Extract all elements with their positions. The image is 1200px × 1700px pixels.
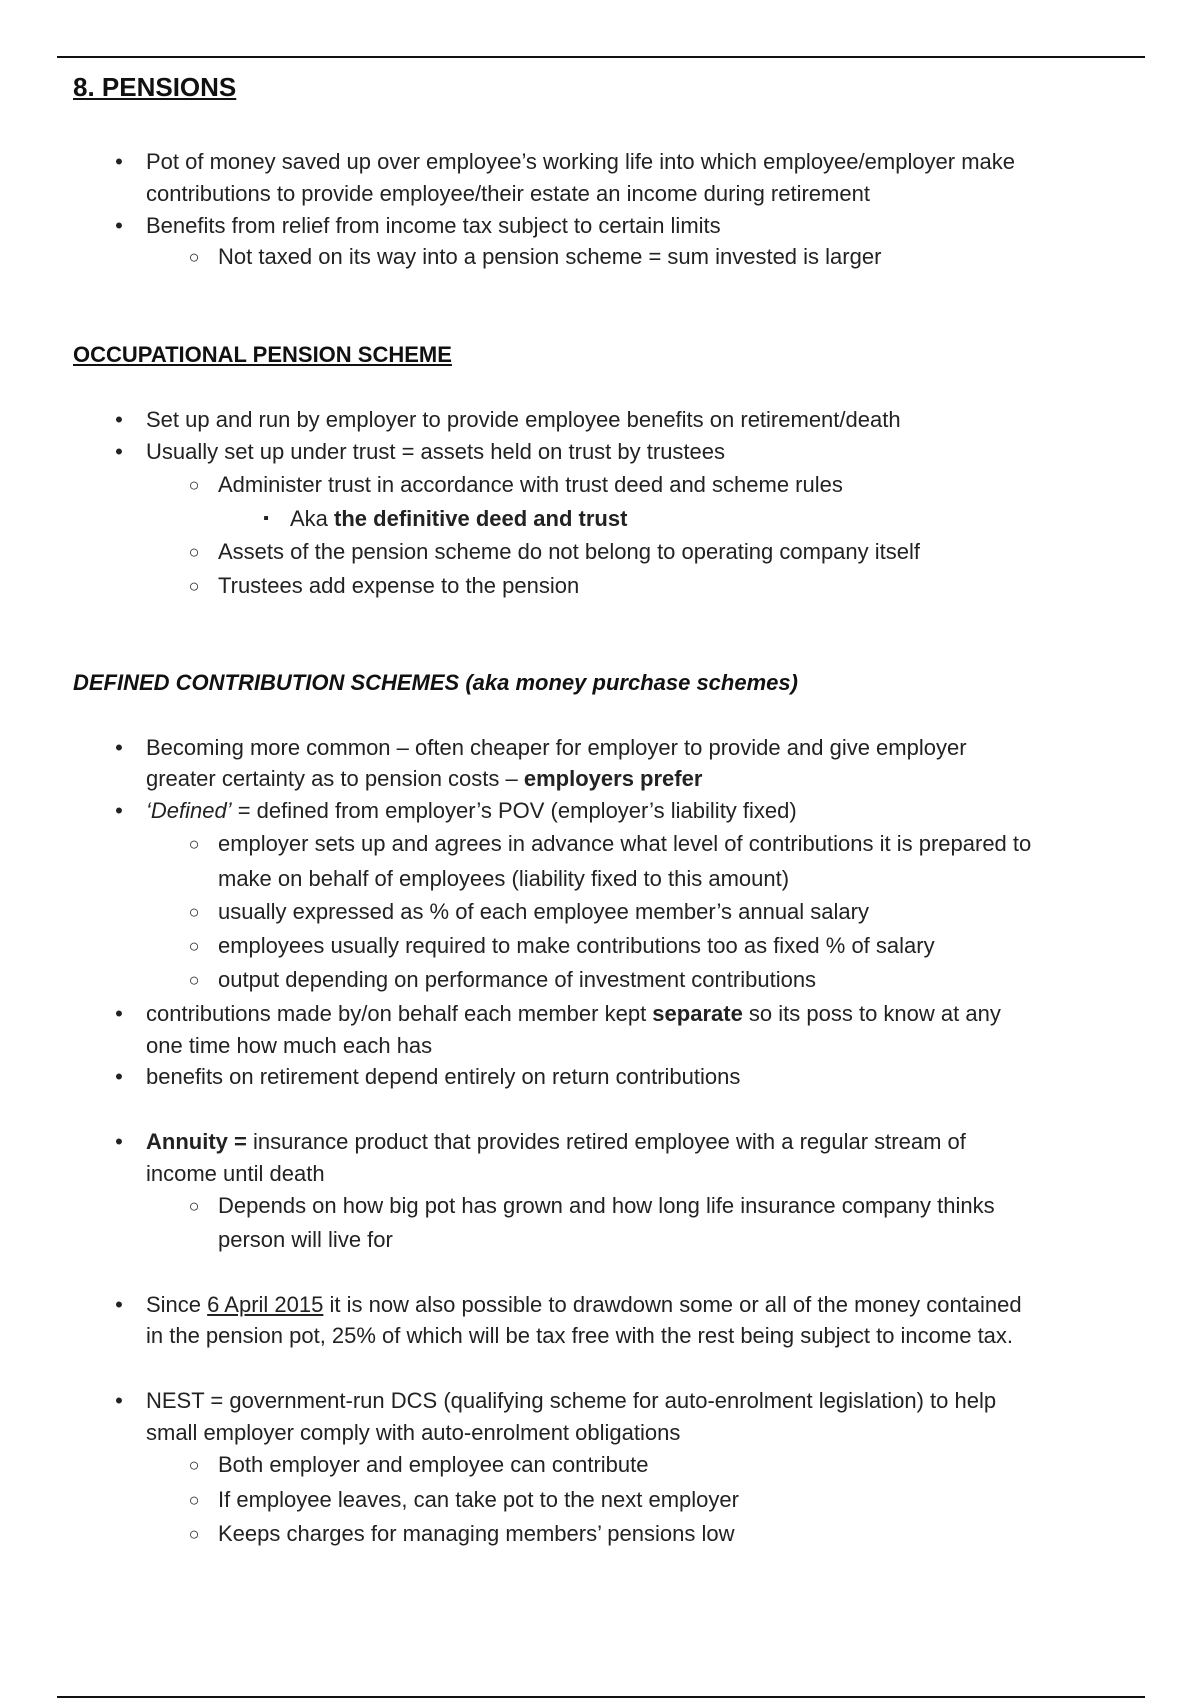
sub-list-item: ○ employees usually required to make contributions too as fixed % of salary xyxy=(188,933,935,958)
sub-list-item: ○ Keeps charges for managing members’ pensions low xyxy=(188,1521,735,1546)
bullet-icon: • xyxy=(115,1001,123,1026)
list-item: • ‘Defined’ = defined from employer’s POV (employer’s liability fixed) xyxy=(146,798,1126,824)
page-title: 8. PENSIONS xyxy=(73,72,237,102)
list-item: • benefits on retirement depend entirely on return contributions xyxy=(146,1064,1126,1090)
square-bullet-icon: ▪ xyxy=(263,510,269,527)
list-item: • Annuity = insurance product that provides retired employee with a regular stream of xyxy=(146,1129,1126,1155)
bullet-icon: • xyxy=(115,1129,123,1154)
bullet-icon: • xyxy=(115,1292,123,1317)
sub-list-item-continuation: person will live for xyxy=(218,1227,393,1252)
bullet-icon: • xyxy=(115,1388,123,1413)
sub-list-item: ○ output depending on performance of investment contributions xyxy=(188,967,817,992)
circle-bullet-icon: ○ xyxy=(188,475,200,495)
bullet-icon: • xyxy=(115,149,123,174)
list-item: • Pot of money saved up over employee’s working life into which employee/employer make xyxy=(146,149,1126,175)
list-item-continuation: income until death xyxy=(146,1161,325,1186)
sub-list-item-continuation: make on behalf of employees (liability fixed to this amount) xyxy=(218,866,790,891)
circle-bullet-icon: ○ xyxy=(188,576,200,596)
sub-list-item: ○ Assets of the pension scheme do not belong to operating company itself xyxy=(188,539,920,564)
circle-bullet-icon: ○ xyxy=(188,936,200,956)
list-item-continuation: greater certainty as to pension costs – employers prefer xyxy=(146,766,703,791)
circle-bullet-icon: ○ xyxy=(188,902,200,922)
bullet-icon: • xyxy=(115,798,123,823)
bottom-rule xyxy=(57,1696,1145,1698)
list-item: • Becoming more common – often cheaper for employer to provide and give employer xyxy=(146,735,1126,761)
sub-list-item: ○ Administer trust in accordance with trust deed and scheme rules xyxy=(188,472,843,497)
sub-list-item: ○ Trustees add expense to the pension xyxy=(188,573,580,598)
circle-bullet-icon: ○ xyxy=(188,542,200,562)
list-item: • contributions made by/on behalf each member kept separate so its poss to know at any xyxy=(146,1001,1126,1027)
circle-bullet-icon: ○ xyxy=(188,1524,200,1544)
sub-list-item: ○ usually expressed as % of each employee member’s annual salary xyxy=(188,899,869,924)
sub-sub-list-item: ▪ Aka the definitive deed and trust xyxy=(290,506,1200,532)
circle-bullet-icon: ○ xyxy=(188,970,200,990)
bullet-icon: • xyxy=(115,439,123,464)
section-heading-defined-contribution: DEFINED CONTRIBUTION SCHEMES (aka money purchase schemes) xyxy=(73,670,798,695)
list-item-continuation: one time how much each has xyxy=(146,1033,433,1058)
section-heading-occupational: OCCUPATIONAL PENSION SCHEME xyxy=(73,342,452,367)
circle-bullet-icon: ○ xyxy=(188,834,200,854)
sub-list-item: ○ Not taxed on its way into a pension scheme = sum invested is larger xyxy=(188,244,882,269)
sub-list-item: ○ Depends on how big pot has grown and how long life insurance company thinks xyxy=(188,1193,995,1218)
circle-bullet-icon: ○ xyxy=(188,247,200,267)
list-item-continuation: in the pension pot, 25% of which will be tax free with the rest being subject to income tax. xyxy=(146,1323,1014,1348)
circle-bullet-icon: ○ xyxy=(188,1490,200,1510)
list-item-continuation: small employer comply with auto-enrolment obligations xyxy=(146,1420,681,1445)
list-item: • Since 6 April 2015 it is now also possible to drawdown some or all of the money contained xyxy=(146,1292,1126,1318)
top-rule xyxy=(57,56,1145,58)
sub-list-item: ○ employer sets up and agrees in advance what level of contributions it is prepared to xyxy=(188,831,1032,856)
list-item: • NEST = government-run DCS (qualifying scheme for auto-enrolment legislation) to help xyxy=(146,1388,1126,1414)
list-item: • Usually set up under trust = assets held on trust by trustees xyxy=(146,439,1126,465)
sub-list-item: ○ Both employer and employee can contribute xyxy=(188,1452,649,1477)
circle-bullet-icon: ○ xyxy=(188,1455,200,1475)
list-item: • Benefits from relief from income tax subject to certain limits xyxy=(146,213,1126,239)
bullet-icon: • xyxy=(115,407,123,432)
bullet-icon: • xyxy=(115,213,123,238)
bullet-icon: • xyxy=(115,1064,123,1089)
list-item-continuation: contributions to provide employee/their estate an income during retirement xyxy=(146,181,870,206)
list-item: • Set up and run by employer to provide employee benefits on retirement/death xyxy=(146,407,1126,433)
circle-bullet-icon: ○ xyxy=(188,1196,200,1216)
bullet-icon: • xyxy=(115,735,123,760)
sub-list-item: ○ If employee leaves, can take pot to the next employer xyxy=(188,1487,739,1512)
